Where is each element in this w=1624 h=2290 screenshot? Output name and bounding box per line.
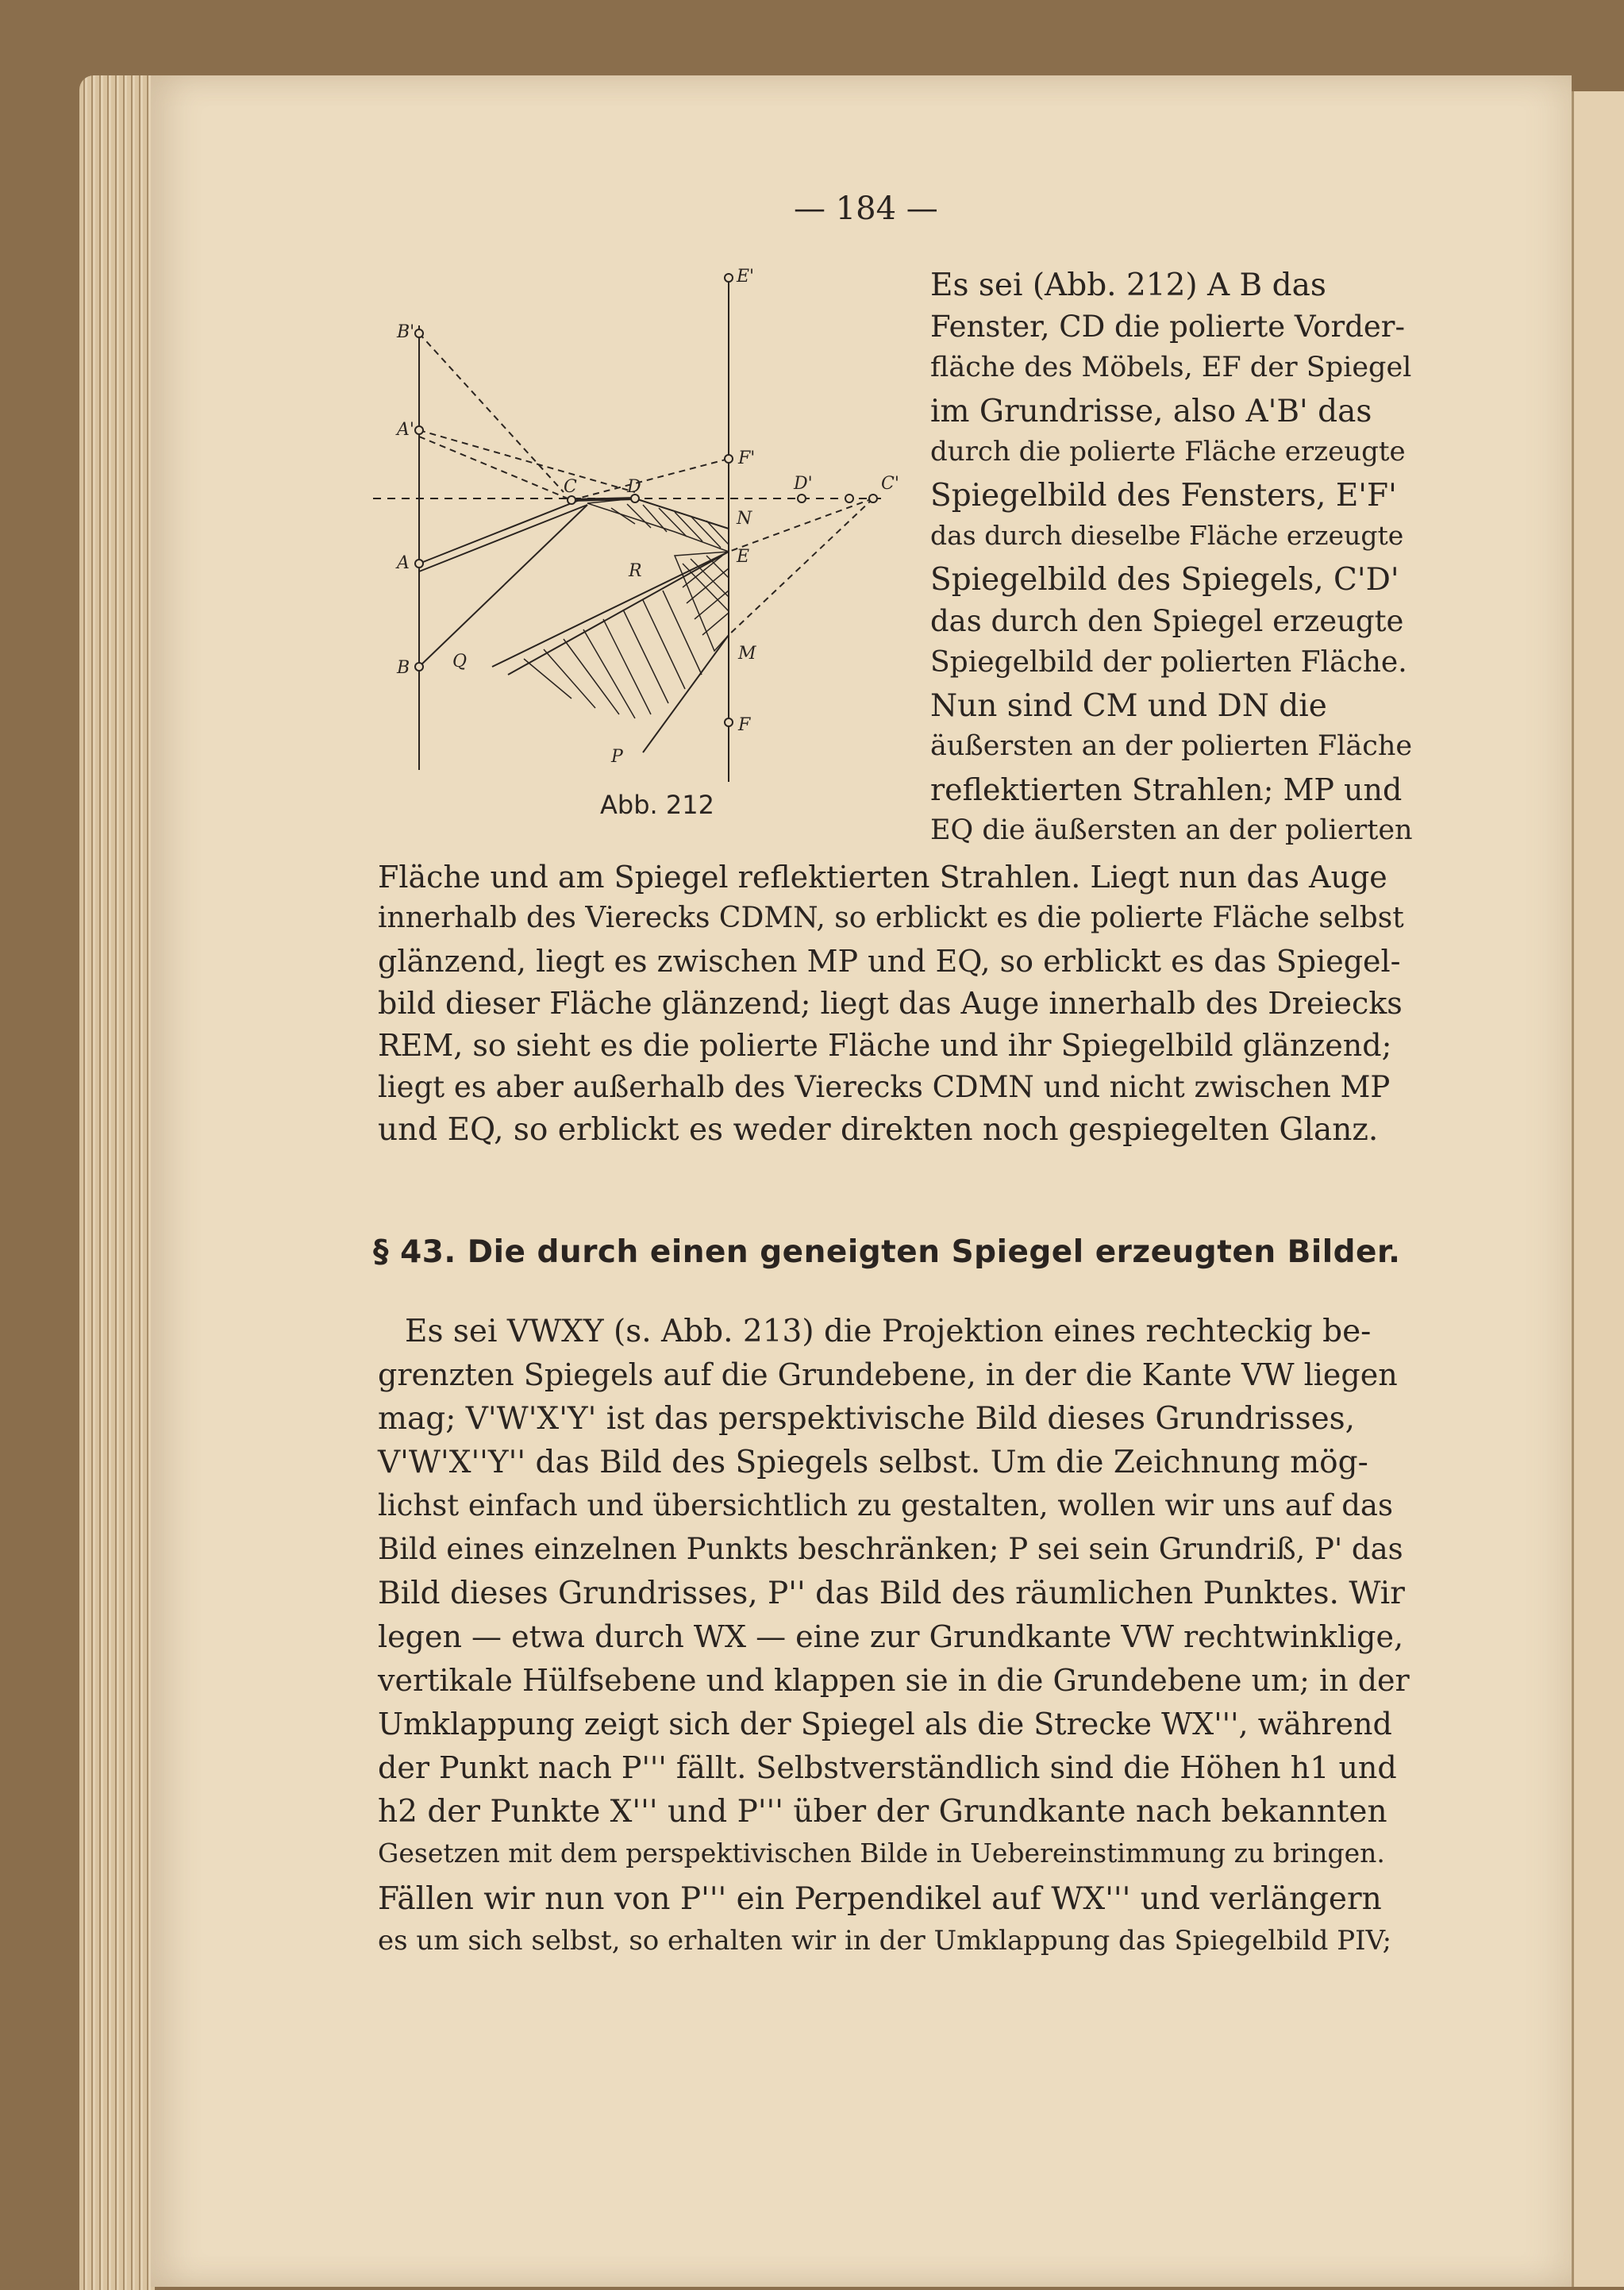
- para1-full-line-1: Fläche und am Spiegel reflektierten Strahlen. Liegt nun das Auge: [378, 860, 1387, 895]
- label-b-prime: B': [397, 322, 415, 342]
- figure-abb-212: [373, 254, 929, 794]
- para1-full-line-5: REM, so sieht es die polierte Fläche und ihr Spiegelbild glänzend;: [378, 1028, 1392, 1063]
- para2-line-4: V'W'X''Y'' das Bild des Spiegels selbst. Um die Zeichnung mög-: [378, 1445, 1368, 1480]
- para1-line-12: äußersten an der polierten Fläche: [930, 730, 1413, 762]
- book-page-edges: [79, 75, 155, 2290]
- label-d: D: [627, 477, 641, 497]
- para2-line-12: h2 der Punkte X''' und P''' über der Grundkante nach bekannten: [378, 1794, 1387, 1830]
- para2-line-5: lichst einfach und übersichtlich zu gestalten, wollen wir uns auf das: [378, 1488, 1393, 1522]
- label-c: C: [564, 477, 577, 497]
- para1-line-14: EQ die äußersten an der polierten: [930, 814, 1413, 846]
- para2-line-15: es um sich selbst, so erhalten wir in der Umklappung das Spiegelbild PIV;: [378, 1925, 1392, 1957]
- para2-line-6: Bild eines einzelnen Punkts beschränken; P sei sein Grundriß, P' das: [378, 1532, 1403, 1566]
- para1-line-13: reflektierten Strahlen; MP und: [930, 772, 1403, 807]
- para1-line-11: Nun sind CM und DN die: [930, 688, 1327, 724]
- para1-full-line-6: liegt es aber außerhalb des Vierecks CDMN und nicht zwischen MP: [378, 1070, 1391, 1104]
- label-b: B: [397, 658, 410, 678]
- figure-diagram: [373, 254, 929, 794]
- para1-full-line-3: glänzend, liegt es zwischen MP und EQ, so erblickt es das Spiegel-: [378, 944, 1401, 979]
- label-e: E: [737, 547, 750, 567]
- figure-caption: Abb. 212: [600, 790, 714, 820]
- para1-line-10: Spiegelbild der polierten Fläche.: [930, 646, 1407, 679]
- para1-line-2: Fenster, CD die polierte Vorder-: [930, 310, 1405, 344]
- label-e-prime: E': [737, 267, 755, 287]
- para1-line-4: im Grundrisse, also A'B' das: [930, 394, 1372, 429]
- para1-line-3: fläche des Möbels, EF der Spiegel: [930, 352, 1412, 383]
- label-p: P: [611, 747, 623, 767]
- label-a-prime: A': [397, 420, 414, 440]
- para1-line-6: Spiegelbild des Fensters, E'F': [930, 478, 1397, 514]
- para1-full-line-7: und EQ, so erblickt es weder direkten noch gespiegelten Glanz.: [378, 1112, 1379, 1148]
- label-f-prime: F': [738, 448, 756, 468]
- para2-line-1: Es sei VWXY (s. Abb. 213) die Projektion eines rechteckig be-: [405, 1314, 1372, 1349]
- facing-page-edge: [1572, 91, 1624, 2287]
- label-f: F: [738, 715, 751, 735]
- para1-line-5: durch die polierte Fläche erzeugte: [930, 436, 1406, 468]
- label-m: M: [738, 644, 756, 664]
- para1-full-line-2: innerhalb des Vierecks CDMN, so erblickt es die polierte Fläche selbst: [378, 902, 1404, 934]
- page-number: — 184 —: [794, 191, 938, 227]
- label-r: R: [629, 561, 642, 581]
- para2-line-7: Bild dieses Grundrisses, P'' das Bild des räumlichen Punktes. Wir: [378, 1576, 1405, 1611]
- para1-line-9: das durch den Spiegel erzeugte: [930, 604, 1404, 638]
- para2-line-2: grenzten Spiegels auf die Grundebene, in der die Kante VW liegen: [378, 1357, 1398, 1392]
- label-d-prime: D': [794, 474, 813, 494]
- para2-line-14: Fällen wir nun von P''' ein Perpendikel auf WX''' und verlängern: [378, 1881, 1382, 1917]
- para2-line-3: mag; V'W'X'Y' ist das perspektivische Bild dieses Grundrisses,: [378, 1401, 1356, 1437]
- para2-line-9: vertikale Hülfsebene und klappen sie in die Grundebene um; in der: [378, 1663, 1410, 1698]
- para2-line-8: legen — etwa durch WX — eine zur Grundkante VW rechtwinklige,: [378, 1619, 1404, 1654]
- para1-line-7: das durch dieselbe Fläche erzeugte: [930, 520, 1404, 551]
- para2-line-13: Gesetzen mit dem perspektivischen Bilde in Uebereinstimmung zu bringen.: [378, 1838, 1385, 1869]
- section-heading: § 43. Die durch einen geneigten Spiegel erzeugten Bilder.: [373, 1234, 1401, 1270]
- label-a: A: [397, 553, 410, 573]
- para2-line-10: Umklappung zeigt sich der Spiegel als die Strecke WX''', während: [378, 1707, 1392, 1742]
- label-c-prime: C': [881, 474, 899, 494]
- para1-line-1: Es sei (Abb. 212) A B das: [930, 267, 1326, 303]
- para1-line-8: Spiegelbild des Spiegels, C'D': [930, 562, 1399, 598]
- para1-full-line-4: bild dieser Fläche glänzend; liegt das Auge innerhalb des Dreiecks: [378, 986, 1403, 1021]
- para2-line-11: der Punkt nach P''' fällt. Selbstverständlich sind die Höhen h1 und: [378, 1750, 1397, 1785]
- label-n: N: [737, 509, 752, 529]
- label-q: Q: [452, 652, 468, 672]
